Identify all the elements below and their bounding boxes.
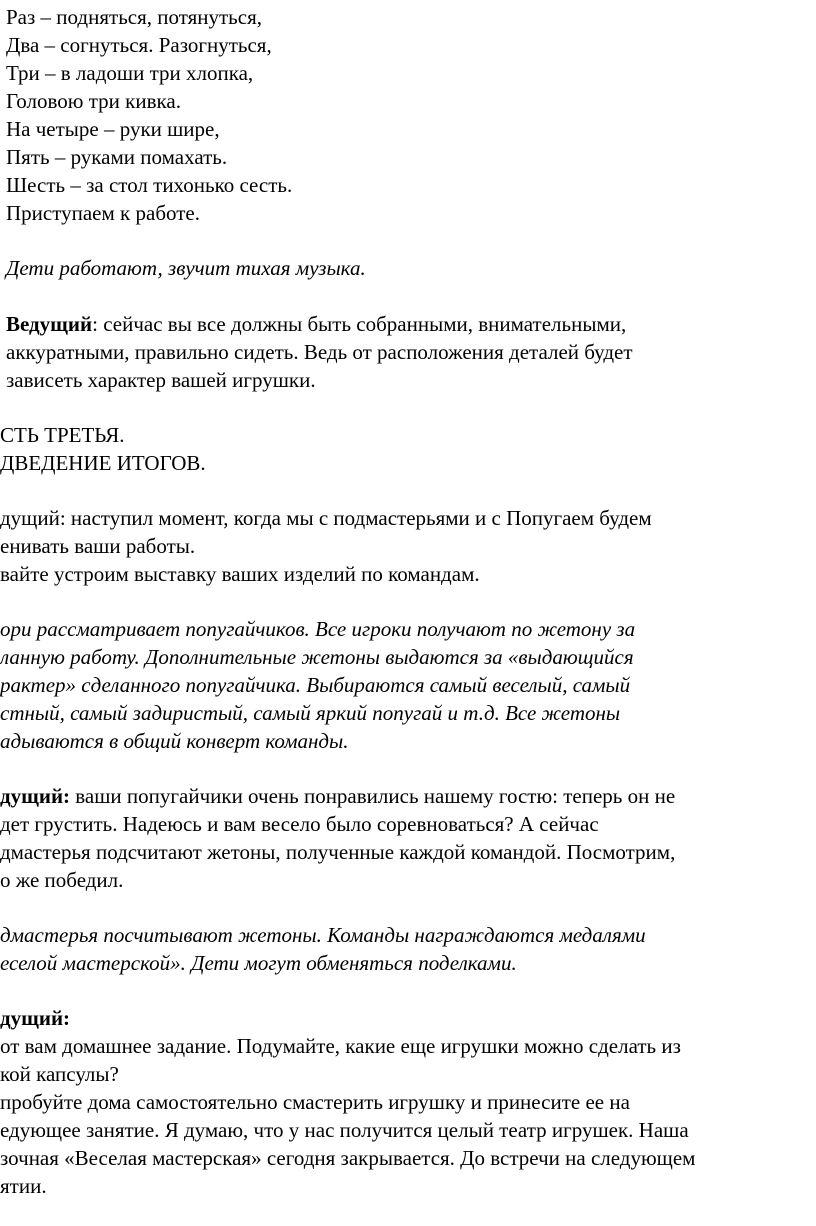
poem-line-1: Раз – подняться, потянуться, — [6, 5, 262, 29]
stage-direction-2-line-3: рактер» сделанного попугайчика. Выбираются самый веселый, самый — [0, 673, 631, 697]
part-heading-line-1: СТЬ ТРЕТЬЯ. — [0, 423, 125, 447]
stage-direction-3-line-1: дмастерья посчитывают жетоны. Команды награждаются медалями — [0, 923, 646, 947]
poem-line-6: Пять – руками помахать. — [6, 145, 228, 169]
host-speech-2-line-1 — [0, 782, 675, 810]
stage-direction-2-line-4: стный, самый задиристый, самый яркий попугай и т.д. Все жетоны — [0, 701, 621, 725]
host-speech-3-speaker: дущий: — [0, 1006, 71, 1030]
host-speech-2-line-2: дет грустить. Надеюсь и вам весело было соревноваться? А сейчас — [0, 812, 599, 836]
poem-line-5: На четыре – руки шире, — [6, 117, 220, 141]
host-speech-2-speaker: дущий: — [0, 784, 71, 808]
host-speaker-label: Ведущий — [6, 312, 93, 336]
host-note-line-2: аккуратными, правильно сидеть. Ведь от расположения деталей будет — [6, 340, 633, 364]
stage-direction-2-line-2: ланную работу. Дополнительные жетоны выдаются за «выдающийся — [0, 645, 634, 669]
part-heading-line-2: ДВЕДЕНИЕ ИТОГОВ. — [0, 451, 206, 475]
stage-direction-2-line-1: ори рассматривает попугайчиков. Все игроки получают по жетону за — [0, 617, 636, 641]
host-speech-3-line-3: пробуйте дома самостоятельно смастерить игрушку и принесите ее на — [0, 1090, 630, 1114]
host-note-line-1 — [6, 310, 626, 338]
host-speech-3-line-2: кой капсулы? — [0, 1062, 119, 1086]
host-speech-2-line-4: о же победил. — [0, 868, 124, 892]
poem-line-7: Шесть – за стол тихонько сесть. — [6, 173, 293, 197]
poem-line-3: Три – в ладоши три хлопка, — [6, 61, 254, 85]
host-speech-1-line-3: вайте устроим выставку ваших изделий по командам. — [0, 562, 480, 586]
poem-line-8: Приступаем к работе. — [6, 201, 200, 225]
poem-line-2: Два – согнуться. Разогнуться, — [6, 33, 272, 57]
host-speech-2-text-1: ваши попугайчики очень понравились нашему гостю: теперь он не — [70, 784, 676, 808]
stage-direction-2-line-5: адываются в общий конверт команды. — [0, 729, 349, 753]
host-speech-3-line-6: ятии. — [0, 1174, 47, 1198]
host-note-line-3: зависеть характер вашей игрушки. — [6, 368, 316, 392]
host-speech-3-line-4: едующее занятие. Я думаю, что у нас получится целый театр игрушек. Наша — [0, 1118, 689, 1142]
poem-line-4: Головою три кивка. — [6, 89, 181, 113]
host-speech-2-line-3: дмастерья подсчитают жетоны, полученные каждой командой. Посмотрим, — [0, 840, 676, 864]
stage-direction-music: Дети работают, звучит тихая музыка. — [6, 256, 366, 280]
host-speech-3-line-5: зочная «Веселая мастерская» сегодня закрывается. До встречи на следующем — [0, 1146, 696, 1170]
host-note-text-1: : сейчас вы все должны быть собранными, внимательными, — [92, 312, 627, 336]
host-speech-1-line-1: дущий: наступил момент, когда мы с подмастерьями и с Попугаем будем — [0, 506, 652, 530]
stage-direction-3-line-2: еселой мастерской». Дети могут обменяться поделками. — [0, 951, 517, 975]
host-speech-3-line-1: от вам домашнее задание. Подумайте, какие еще игрушки можно сделать из — [0, 1034, 681, 1058]
host-speech-1-line-2: енивать ваши работы. — [0, 534, 196, 558]
